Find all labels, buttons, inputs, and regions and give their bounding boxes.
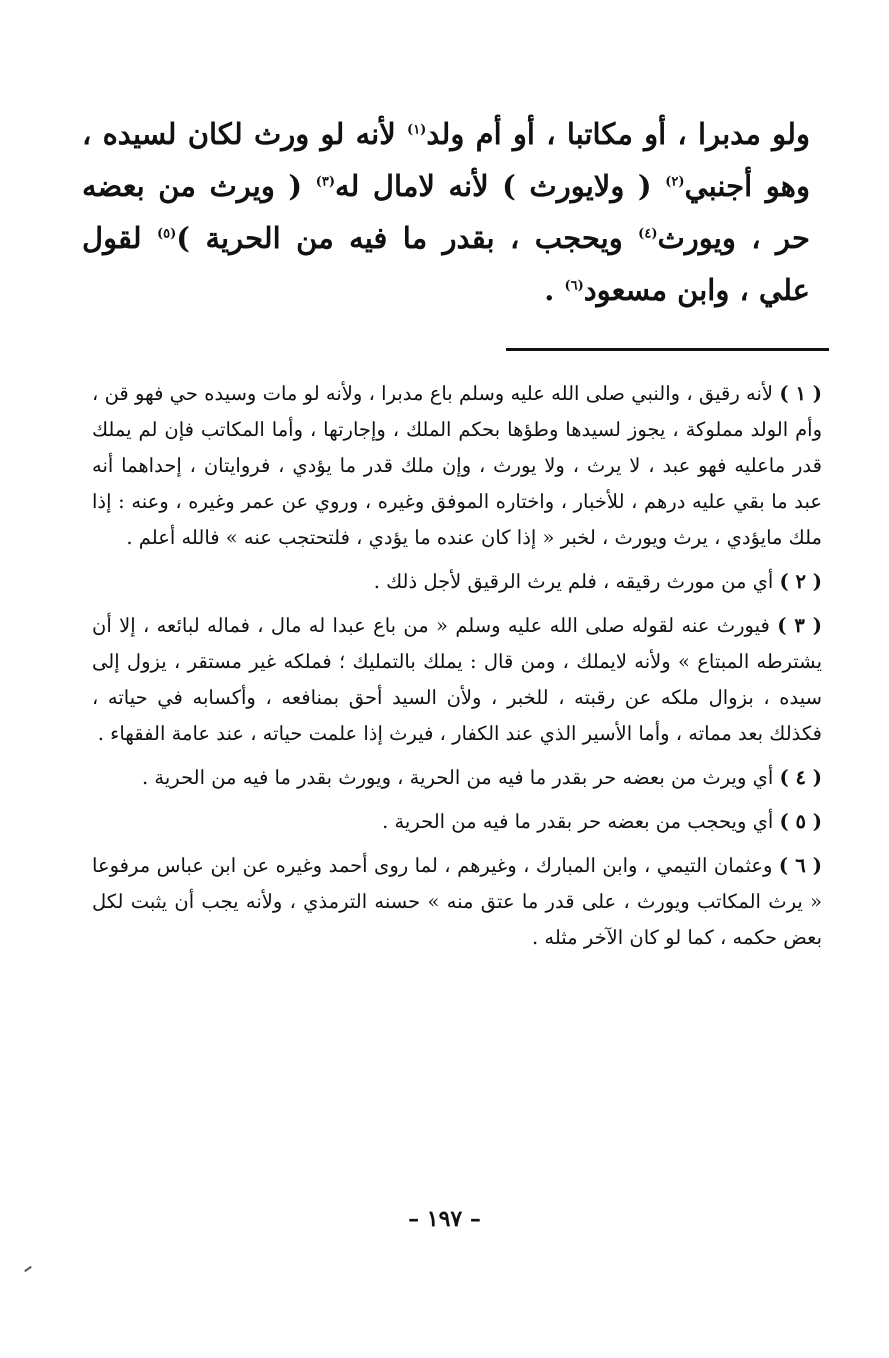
footnote-separator (506, 348, 829, 351)
footnote-ref[interactable]: (٥) (157, 226, 177, 242)
scan-speck (24, 1266, 32, 1272)
footnote-number: ( ١ ) (779, 382, 823, 405)
footnote-number: ( ٤ ) (779, 766, 822, 789)
footnote-4 (92, 760, 822, 796)
footnote-ref[interactable]: (٤) (638, 226, 658, 242)
main-text-segment: ولو مدبرا ، أو مكاتبا ، أو أم ولد (426, 117, 811, 151)
footnote-text: فيورث عنه لقوله صلى الله عليه وسلم « من باع عبدا له مال ، فماله لبائعه ، إلا أن يشترطه المبتاع » ولأنه لايملك ، ومن قال : يملك بالتمليك ؛ فملكه غير مستقر ، يزول إلى سيده ، بزوال ملكه عن رقبته ، للخبر ، ولأن السيد أحق بمنافعه ، وأكسابه في حياته ، فكذلك بعد مماته ، وأما الأسير الذي عند الكفار ، فيرث إذا علمت حياته ، عند عامة الفقهاء . (92, 614, 822, 745)
footnote-number: ( ٢ ) (779, 570, 822, 593)
footnote-1 (92, 376, 822, 556)
main-text-segment: ( ويرث من بعضه (82, 169, 303, 203)
footnote-text: أي ويرث من بعضه حر بقدر ما فيه من الحرية ، ويورث بقدر ما فيه من الحرية . (142, 766, 774, 789)
footnote-ref[interactable]: (٣) (315, 174, 335, 190)
footnote-number: ( ٥ ) (779, 810, 822, 833)
footnote-ref[interactable]: (٦) (564, 278, 584, 294)
main-text-segment: ويحجب ، بقدر ما فيه من الحرية ) (176, 221, 623, 255)
main-text (82, 108, 810, 316)
footnote-ref[interactable]: (١) (407, 122, 427, 138)
main-text-segment: حر ، ويورث (657, 221, 810, 255)
footnote-2 (92, 564, 822, 600)
page-number: – ١٩٧ – (408, 1206, 481, 1232)
footnote-number: ( ٦ ) (778, 854, 823, 877)
footnote-text: وعثمان التيمي ، وابن المبارك ، وغيرهم ، لما روى أحمد وغيره عن ابن عباس مرفوعا « يرث المكاتب ويورث ، على قدر ما عتق منه » حسنه الترمذي ، ولأنه يجب أن يثبت لكل بعض حكمه ، كما لو كان الآخر مثله . (92, 854, 822, 949)
footnote-ref[interactable]: (٢) (665, 174, 685, 190)
main-text-segment: علي ، وابن مسعود (583, 273, 810, 307)
footnote-5 (92, 804, 822, 840)
footnotes-section (92, 376, 822, 964)
main-text-segment: . (544, 273, 555, 307)
main-text-segment: لقول (82, 221, 142, 255)
footnote-6 (92, 848, 822, 956)
main-text-segment: وهو أجنبي (684, 169, 810, 203)
main-text-segment: لأنه لو ورث لكان لسيده ، (82, 117, 396, 151)
footnote-3 (92, 608, 822, 752)
footnote-number: ( ٣ ) (777, 614, 823, 637)
footnote-text: لأنه رقيق ، والنبي صلى الله عليه وسلم باع مدبرا ، ولأنه لو مات وسيده حي فهو قن ، وأم الولد مملوكة ، يجوز لسيدها وطؤها بحكم الملك ، وإجارتها ، وأما المكاتب فإن لم يملك قدر ماعليه فهو عبد ، لا يرث ، ولا يورث ، وإن ملك قدر ما يؤدي ، فروايتان ، إحداهما أنه عبد ما بقي عليه درهم ، للأخبار ، واختاره الموفق وغيره ، وروي عن عمر وغيره ، وعنه : إذا ملك مايؤدي ، يرث ويورث ، لخبر « إذا كان عنده ما يؤدي ، فلتحتجب عنه » فالله أعلم . (92, 382, 822, 549)
footnote-text: أي ويحجب من بعضه حر بقدر ما فيه من الحرية . (382, 810, 774, 833)
main-text-segment: ( ولايورث ) لأنه لامال له (334, 169, 652, 203)
footnote-text: أي من مورث رقيقه ، فلم يرث الرقيق لأجل ذلك . (373, 570, 774, 593)
